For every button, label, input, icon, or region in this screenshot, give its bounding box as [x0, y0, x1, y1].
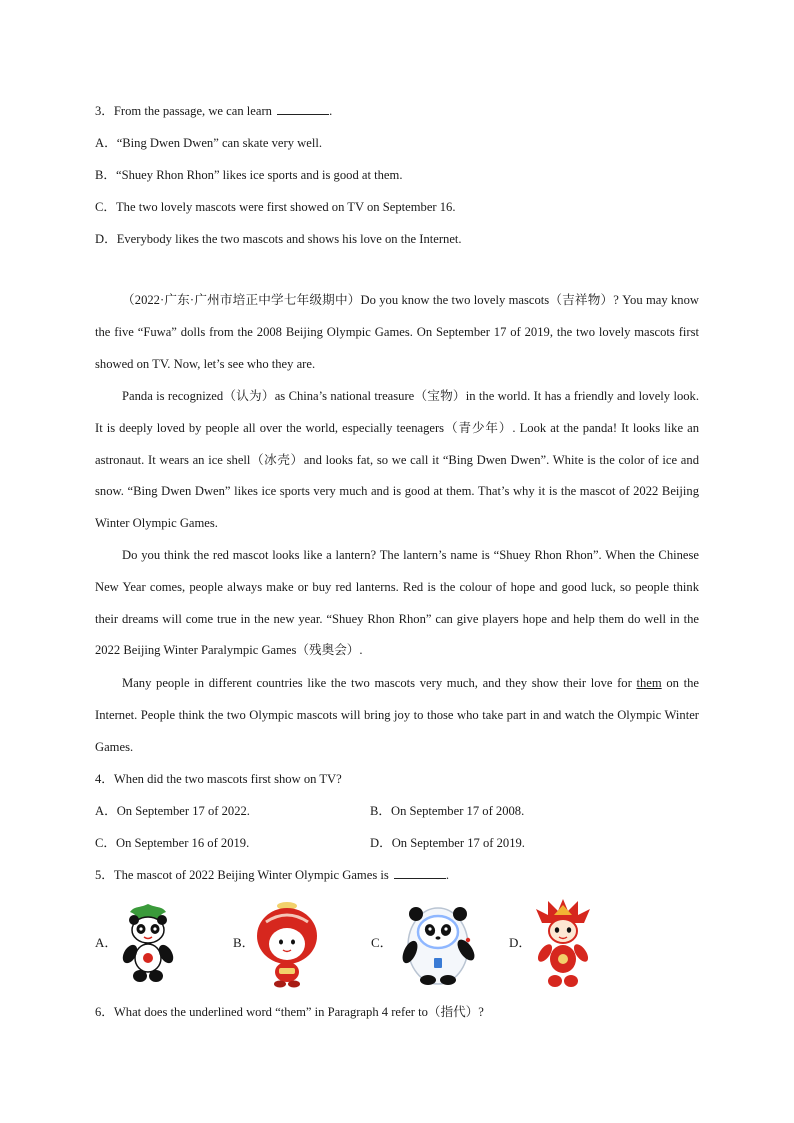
q5-label-d: D． — [509, 935, 532, 950]
paragraph-4-text-end: on the Internet. People think the two Olympic mascots will bring joy to those who take part in and watch the Olympic Winter Games. — [95, 676, 699, 754]
q4-option-a: A．On September 17 of 2022. — [95, 804, 250, 818]
q3-stem — [95, 103, 701, 119]
q5-stem-text: 5．The mascot of 2022 Beijing Winter Olympic Games is — [95, 868, 389, 882]
passage-paragraph-2: Panda is recognized（认为）as China’s national treasure（宝物）in the world. It has a friendly and lovely look. It is deeply loved by people all over the world, especially teenagers（青少年）. Look at the panda! It looks like an astronaut. It wears an ice shell（冰壳）and looks fat, so we call it “Bing Dwen Dwen”. White is the color of ice and snow. “Bing Dwen Dwen” likes ice sports very much and is good at them. That’s why it is the mascot of 2022 Beijing Winter Olympic Games. — [95, 389, 699, 531]
q4-option-d: D．On September 17 of 2019. — [370, 836, 525, 850]
fuwa-panda-mascot-image — [118, 902, 178, 984]
q5-label-b: B． — [233, 935, 255, 950]
passage-paragraph-1: （2022·广东·广州市培正中学七年级期中）Do you know the two lovely mascots（吉祥物）? You may know the five “Fuwa” dolls from the 2008 Beijing Olympic Games. On September 17 of 2019, the two lovely mascots first showed on TV. Now, let’s see who they are. — [95, 293, 699, 371]
q3-stem-text: 3．From the passage, we can learn — [95, 104, 272, 118]
q5-label-a: A． — [95, 935, 118, 950]
answer-blank — [277, 103, 329, 115]
q3-option-c: C．The two lovely mascots were first showed on TV on September 16. — [95, 200, 456, 214]
fuwa-flame-mascot-image — [532, 897, 594, 989]
q6-stem: 6．What does the underlined word “them” in Paragraph 4 refer to（指代）? — [95, 1005, 484, 1019]
q3-stem-end: . — [329, 104, 333, 118]
underlined-word: them — [636, 676, 662, 690]
q4-option-c: C．On September 16 of 2019. — [95, 836, 250, 850]
q3-option-d: D．Everybody likes the two mascots and shows his love on the Internet. — [95, 232, 462, 246]
q5-stem — [95, 867, 701, 883]
q5-label-c: C． — [371, 935, 393, 950]
q3-option-b: B．“Shuey Rhon Rhon” likes ice sports and is good at them. — [95, 168, 403, 182]
bing-dwen-dwen-panda-mascot-image — [396, 902, 480, 986]
q4-option-b: B．On September 17 of 2008. — [370, 804, 525, 818]
shuey-rhon-rhon-lantern-mascot-image — [250, 900, 324, 988]
q3-option-a: A．“Bing Dwen Dwen” can skate very well. — [95, 136, 322, 150]
paragraph-4-text: Many people in different countries like the two mascots very much, and they show their love for — [122, 676, 632, 690]
passage-paragraph-4 — [95, 668, 699, 763]
q4-stem: 4．When did the two mascots first show on TV? — [95, 772, 342, 786]
answer-blank — [394, 867, 446, 879]
q5-stem-end: . — [445, 868, 450, 882]
passage-paragraph-3: Do you think the red mascot looks like a lantern? The lantern’s name is “Shuey Rhon Rhon”. When the Chinese New Year comes, people always make or buy red lanterns. Red is the colour of hope and good luck, so people think their dreams will come true in the new year. “Shuey Rhon Rhon” can give players hope and help them do well in the 2022 Beijing Winter Paralympic Games（残奥会）. — [95, 548, 699, 658]
